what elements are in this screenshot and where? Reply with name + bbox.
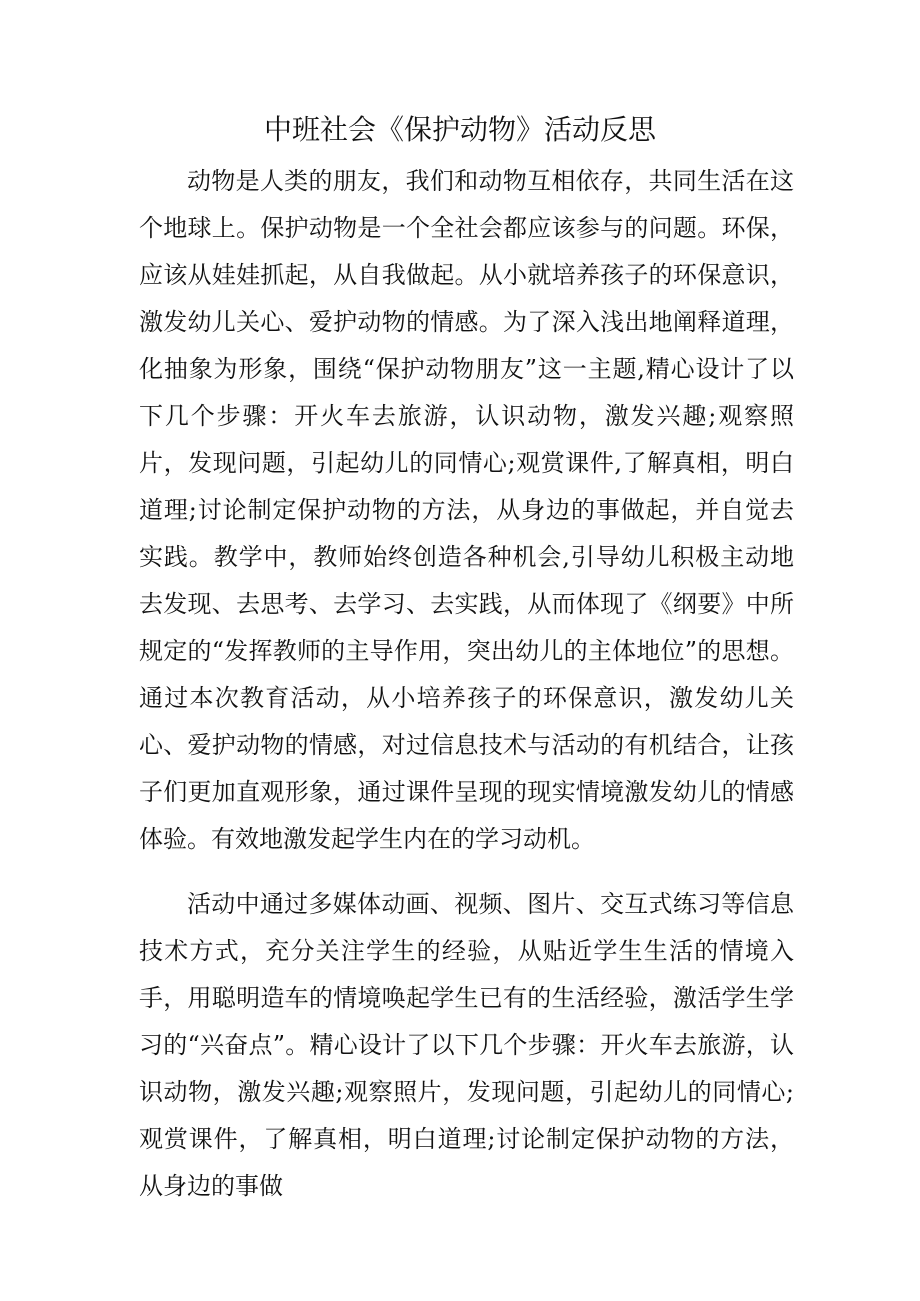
paragraph-1: 动物是人类的朋友，我们和动物互相依存，共同生活在这个地球上。保护动物是一个全社会都应该参与的问题。环保，应该从娃娃抓起，从自我做起。从小就培养孩子的环保意识，激发幼儿关心、爱护动物的情感。为了深入浅出地阐释道理，化抽象为形象，围绕“保护动物朋友”这一主题,精心设计了以下几个步骤：开火车去旅游，认识动物，激发兴趣;观察照片，发现问题，引起幼儿的同情心;观赏课件,了解真相，明白道理;讨论制定保护动物的方法，从身边的事做起，并自觉去实践。教学中，教师始终创造各种机会,引导幼儿积极主动地去发现、去思考、去学习、去实践，从而体现了《纲要》中所规定的“发挥教师的主导作用，突出幼儿的主体地位”的思想。通过本次教育活动，从小培养孩子的环保意识，激发幼儿关心、爱护动物的情感，对过信息技术与活动的有机结合，让孩子们更加直观形象，通过课件呈现的现实情境激发幼儿的情感体验。有效地激发起学生内在的学习动机。 (139, 167, 794, 853)
document-title: 中班社会《保护动物》活动反思 (263, 113, 656, 146)
paragraph-2: 活动中通过多媒体动画、视频、图片、交互式练习等信息技术方式，充分关注学生的经验，从贴近学生生活的情境入手，用聪明造车的情境唤起学生已有的生活经验，激活学生学习的“兴奋点”。精心设计了以下几个步骤：开火车去旅游，认识动物，激发兴趣;观察照片，发现问题，引起幼儿的同情心;观赏课件，了解真相，明白道理;讨论制定保护动物的方法，从身边的事做 (139, 890, 794, 1200)
